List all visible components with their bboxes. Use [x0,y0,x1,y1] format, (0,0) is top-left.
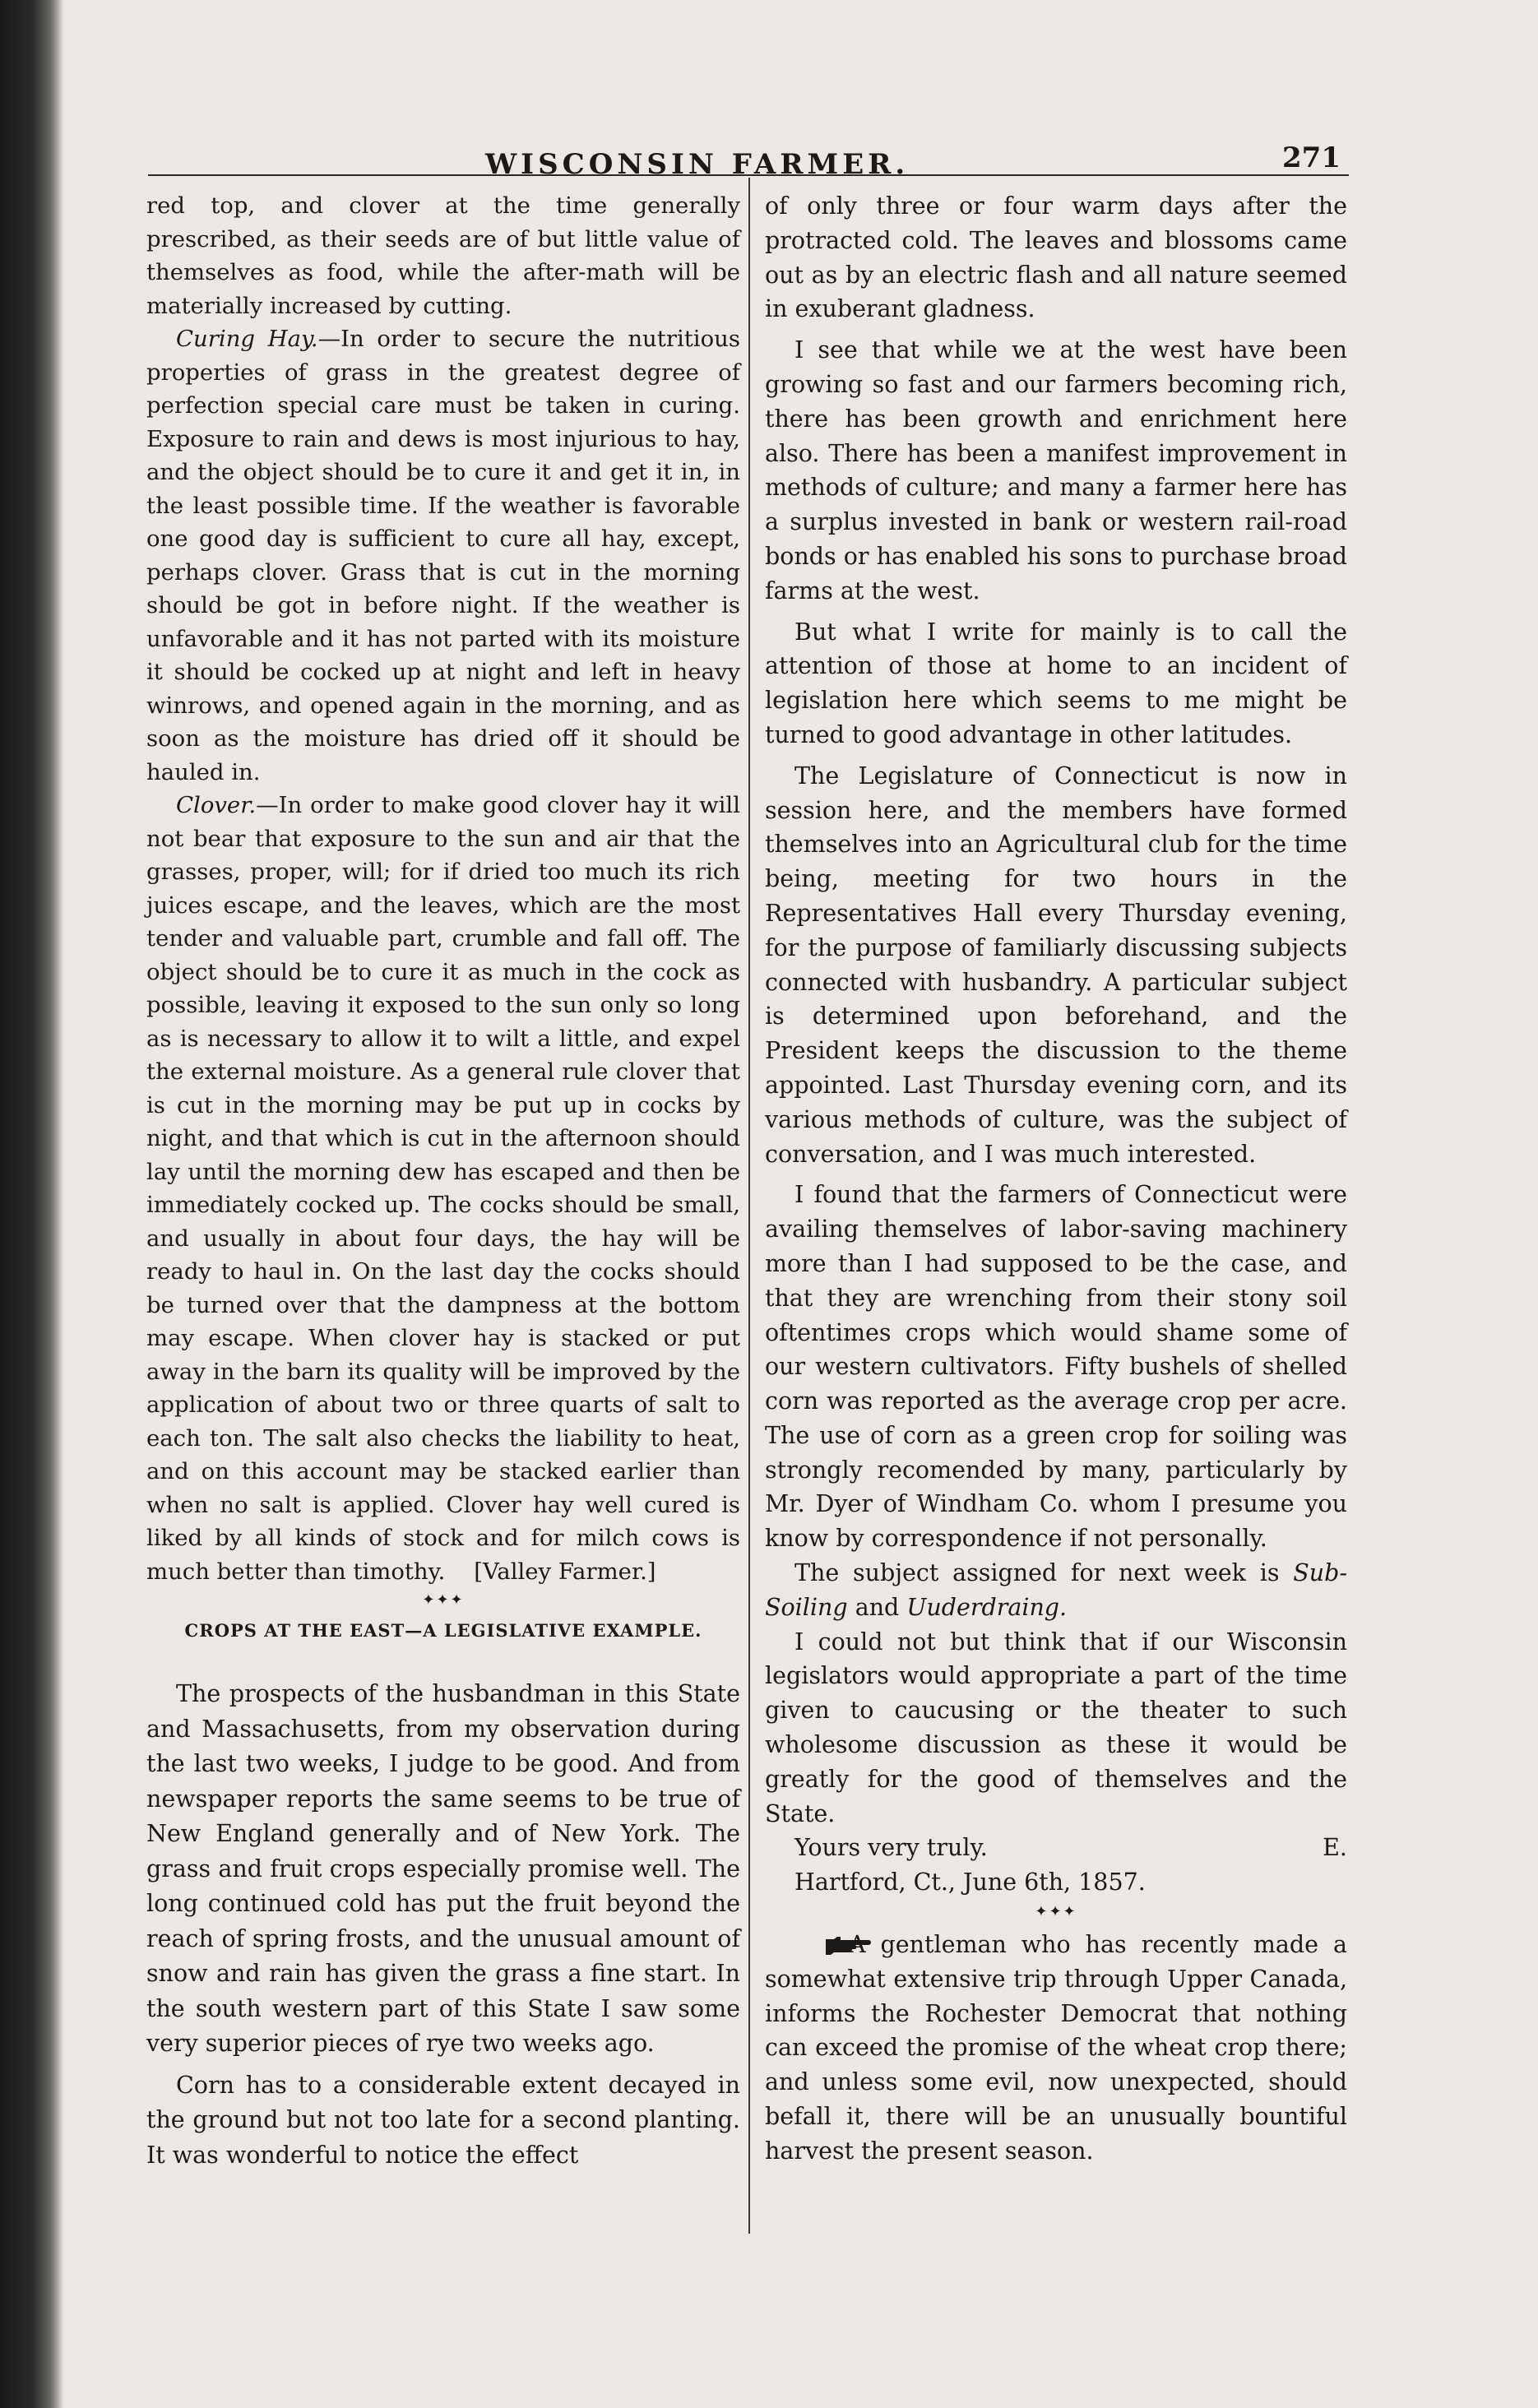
paragraph-clover [146,789,740,1588]
paragraph: Corn has to a considerable extent decayed in the ground but not too late for a second planting. It was wonderful to notice the effect [146,2071,740,2169]
paragraph-next-subject [765,1556,1347,1625]
dateline: Hartford, Ct., June 6th, 1857. [794,1869,1146,1896]
paragraph: I could not but think that if our Wisconsin legislators would appropriate a part of the time given to caucusing or the theater to such wholesome discussion as these it would be greatly for the good of themselves and the State. [765,1628,1347,1827]
paragraph-text: —In order to secure the nutritious properties of grass in the greatest degree of perfection special care must be taken in curing. Exposure to rain and dews is most injurious to hay, and the object should be to cure it and get it in, in the least possible time. If the weather is favorable one good day is sufficient to cure all hay, except, perhaps clover. Grass that is cut in the morning should be got in before night. If the weather is unfavorable and it has not parted with its moisture it should be cocked up at night and left in heavy winrows, and opened again in the morning, and as soon as the moisture has dried off it should be hauled in. [146,326,740,785]
article-body [146,1677,740,2173]
separator-ornament [765,1903,1347,1921]
pointing-hand-icon [794,1931,844,1952]
left-column [146,189,740,2173]
paragraph: I see that while we at the west have been growing so fast and our farmers becoming rich, there has been growth and enrichment here also. There has been a manifest improvement in methods of culture; and many a farmer here has a surplus invested in bank or western rail-road bonds or has enabled his sons to purchase broad farms at the west. [765,336,1347,604]
paragraph: But what I write for mainly is to call the attention of those at home to an incident of legislation here which seems to me might be turned to good advantage in other latitudes. [765,618,1347,748]
scan-binding-edge [0,0,64,2408]
author-initial: E. [1323,1834,1347,1862]
ornament-glyphs: ✦✦✦ [422,1591,465,1609]
paragraph-curing-hay [146,322,740,789]
paragraph-text: A gentleman who has recently made a somewhat extensive trip through Upper Canada, informs the Rochester Democrat that nothing can exceed the promise of the wheat crop there; and unless some evil, now unexpected, should befall it, there will be an unusually bountiful harvest the present season. [765,1931,1347,2165]
text-run: and [847,1593,907,1621]
right-column [765,189,1347,2169]
signature-line [765,1831,1347,1865]
run-in-heading: Curing Hay. [176,326,318,352]
separator-ornament [146,1591,740,1609]
page-number: 271 [1282,141,1341,174]
paragraph: The prospects of the husbandman in this State and Massachusetts, from my observation during the last two weeks, I judge to be good. And from newspaper reports the same seems to be true of New England generally and of New York. The grass and fruit crops especially promise well. The long continued cold has put the fruit beyond the reach of spring frosts, and the unusual amount of snow and rain has given the grass a fine start. In the south western part of this State I saw some very superior pieces of rye two weeks ago. [146,1680,740,2057]
paragraph: I found that the farmers of Connecticut were availing themselves of labor-saving machinery more than I had supposed to be the case, and that they are wrenching from their stony soil oftentimes crops which would shame some of our western cultivators. Fifty bushels of shelled corn was reported as the average crop per acre. The use of corn as a green crop for soiling was strongly recomended by many, particularly by Mr. Dyer of Windham Co. whom I presume you know by correspondence if not personally. [765,1181,1347,1553]
header-rule [148,174,1349,176]
ornament-glyphs: ✦✦✦ [1035,1903,1077,1921]
source-credit: [Valley Farmer.] [474,1558,656,1585]
paragraph-news-item [765,1928,1347,2169]
text-run: The subject assigned for next week is [794,1559,1294,1587]
italic-run: Sub-Soiling [765,1559,1347,1621]
section-heading: CROPS AT THE EAST—A LEGISLATIVE EXAMPLE. [184,1620,702,1641]
closing: Yours very truly. [794,1834,988,1862]
column-rule [748,178,750,2234]
running-head [123,123,1349,181]
paragraph: red top, and clover at the time generally prescribed, as their seeds are of but little value of themselves as food, while the after-math will be materially increased by cutting. [146,192,740,319]
italic-run: Uuderdraing. [906,1593,1068,1621]
run-in-heading: Clover. [176,792,257,818]
magazine-page [123,107,1357,2327]
paragraph: of only three or four warm days after the protracted cold. The leaves and blossoms came out as by an electric flash and all nature seemed in exuberant gladness. [765,192,1347,323]
paragraph-text: —In order to make good clover hay it will not bear that exposure to the sun and air that the grasses, proper, will; for if dried too much its rich juices escape, and the leaves, which are the most tender and valuable part, crumble and fall off. The object should be to cure it as much in the cock as possible, leaving it exposed to the sun only so long as is necessary to allow it to wilt a little, and expel the external moisture. As a general rule clover that is cut in the morning may be put up in cocks by night, and that which is cut in the afternoon should lay until the morning dew has escaped and then be immediately cocked up. The cocks should be small, and usually in about four days, the hay will be ready to haul in. On the last day the cocks should be turned over that the dampness at the bottom may escape. When clover hay is stacked or put away in the barn its quality will be improved by the application of about two or three quarts of salt to each ton. The salt also checks the liability to heat, and on this account may be stacked earlier than when no salt is applied. Clover hay well cured is liked by all kinds of stock and for milch cows is much better than timothy. [146,792,740,1585]
paragraph: The Legislature of Connecticut is now in session here, and the members have formed themselves into an Agricultural club for the time being, meeting for two hours in the Representatives Hall every Thursday evening, for the purpose of familiarly discussing subjects connected with husbandry. A particular subject is determined upon beforehand, and the President keeps the discussion to the theme appointed. Last Thursday evening corn, and its various methods of culture, was the subject of conversation, and I was much interested. [765,762,1347,1168]
running-title: WISCONSIN FARMER. [485,148,910,181]
